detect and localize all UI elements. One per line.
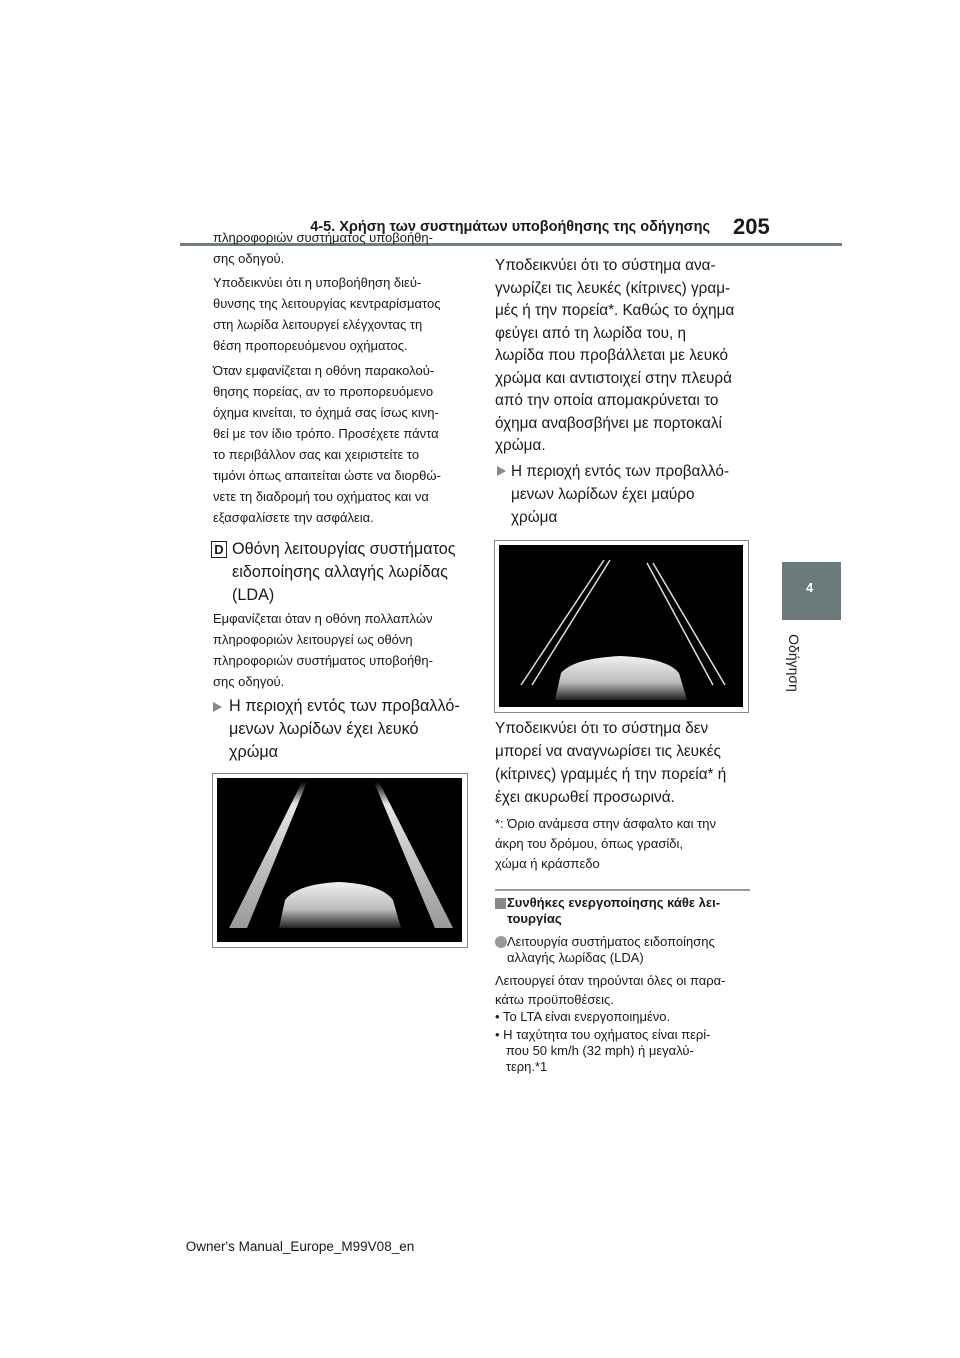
text-line: πληροφοριών συστήματος υποβοήθη- [213,230,433,245]
text-line: μές ή την πορεία*. Καθώς το όχημα [495,302,735,319]
paragraph [213,272,440,356]
triangle-bullet-icon [213,702,222,712]
text-line: πληροφοριών συστήματος υποβοήθη- [213,653,433,668]
text-line: τερη.*1 [495,1059,548,1074]
text-line: εξασφαλίσετε την ασφάλεια. [213,510,374,525]
text-line: Όταν εμφανίζεται η οθόνη παρακολού- [213,363,435,378]
text-line: θυνσης της λειτουργίας κεντραρίσματος [213,296,441,311]
text-line: • Η ταχύτητα του οχήματος είναι περί- [495,1027,711,1042]
text-line: κάτω προϋποθέσεις. [495,992,614,1007]
text-line: *: Όριο ανάμεσα στην άσφαλτο και την [495,816,716,831]
text-line: Λειτουργεί όταν τηρούνται όλες οι παρα- [495,973,726,988]
text-line: σης οδηγού. [213,251,285,266]
chapter-number: 4 [806,580,814,595]
chapter-tab[interactable] [782,562,841,620]
section-marker: D [211,541,227,558]
text-line: όχημα αναβοσβήνει με πορτοκαλί [495,414,722,432]
text-line: μπορεί να αναγνωρίσει τις λευκές [495,743,721,760]
subsection-heading [232,538,456,607]
lane-black-illustration [494,540,749,713]
square-bullet-icon [495,898,506,909]
text-line: που 50 km/h (32 mph) ή μεγαλύ- [495,1043,694,1058]
text-line: Λειτουργία συστήματος ειδοποίησης [507,934,715,949]
text-line: θεί με τον ίδιο τρόπο. Προσέχετε πάντα [213,426,439,441]
text-line: θησης πορείας, αν το προπορευόμενο [213,384,434,399]
section-heading [507,895,720,927]
paragraph [495,971,725,1009]
text-line: το περιβάλλον σας και χειριστείτε το [213,447,420,462]
text-line: αλλαγής λωρίδας (LDA) [507,950,644,965]
paragraph [213,608,433,692]
text-line: λωρίδα που προβάλλεται με λευκό [495,347,729,364]
text-line: νετε τη διαδρομή του οχήματος και να [213,489,429,504]
list-item [495,1027,710,1075]
text-line: Υποδεικνύει ότι το σύστημα δεν [495,720,709,737]
text-line: όχημα κινείται, το όχημά σας ίσως κινη- [213,405,439,420]
text-line: φεύγει από τη λωρίδα του, η [495,324,686,342]
text-line: τουργίας [507,911,562,926]
text-line: χρώμα. [495,437,546,454]
text-line: • Το LTA είναι ενεργοποιημένο. [495,1009,671,1024]
text-line: στη λωρίδα λειτουργεί ελέγχοντας τη [213,317,423,332]
chapter-title: Οδήγηση [786,634,802,692]
text-line: χώμα ή κράσπεδο [495,856,600,871]
text-line: μενων λωρίδων έχει μαύρο [511,486,695,503]
paragraph [213,227,433,269]
page-number: 205 [733,214,770,239]
text-line: Η περιοχή εντός των προβαλλό- [511,463,730,480]
text-line: χρώμα [511,509,558,526]
text-line: θέση προπορευόμενου οχήματος. [213,338,408,353]
circle-bullet-icon [495,936,507,948]
bullet-heading [229,695,460,764]
text-line: χρώμα [229,743,279,761]
text-line: Η περιοχή εντός των προβαλλό- [229,697,460,715]
sub-heading [507,934,715,966]
text-line: Υποδεικνύει ότι η υποβοήθηση διεύ- [213,275,422,290]
text-line: χρώμα και αντιστοιχεί στην πλευρά [495,369,732,387]
text-line: έχει ακυρωθεί προσωρινά. [495,789,675,806]
text-line: Οθόνη λειτουργίας συστήματος [232,540,456,558]
text-line: Συνθήκες ενεργοποίησης κάθε λει- [507,895,721,910]
divider [495,889,750,891]
paragraph [495,255,734,458]
text-line: από την οποία απομακρύνεται το [495,392,719,409]
text-line: μενων λωρίδων έχει λευκό [229,720,419,738]
text-line: πληροφοριών λειτουργεί ως οθόνη [213,632,413,647]
footer: Owner's Manual_Europe_M99V08_en [185,1239,415,1254]
text-line: γνωρίζει τις λευκές (κίτρινες) γραμ- [495,279,731,297]
paragraph [213,360,441,528]
triangle-bullet-icon [497,466,506,476]
section-title: 4-5. Χρήση των συστημάτων υποβοήθησης της οδήγησης [310,219,710,235]
footnote [495,814,716,874]
text-line: Υποδεικνύει ότι το σύστημα ανα- [495,257,716,274]
text-line: (LDA) [232,586,275,604]
paragraph [495,717,726,809]
text-line: τιμόνι όπως απαιτείται ώστε να διορθώ- [213,468,441,483]
text-line: Εμφανίζεται όταν η οθόνη πολλαπλών [213,611,433,626]
text-line: άκρη του δρόμου, όπως γρασίδι, [495,836,683,851]
lane-white-illustration [212,773,468,948]
list-item [495,1009,670,1025]
text-line: ειδοποίησης αλλαγής λωρίδας [232,563,448,581]
bullet-heading [511,460,729,529]
text-line: (κίτρινες) γραμμές ή την πορεία* ή [495,766,727,783]
text-line: σης οδηγού. [213,674,285,689]
